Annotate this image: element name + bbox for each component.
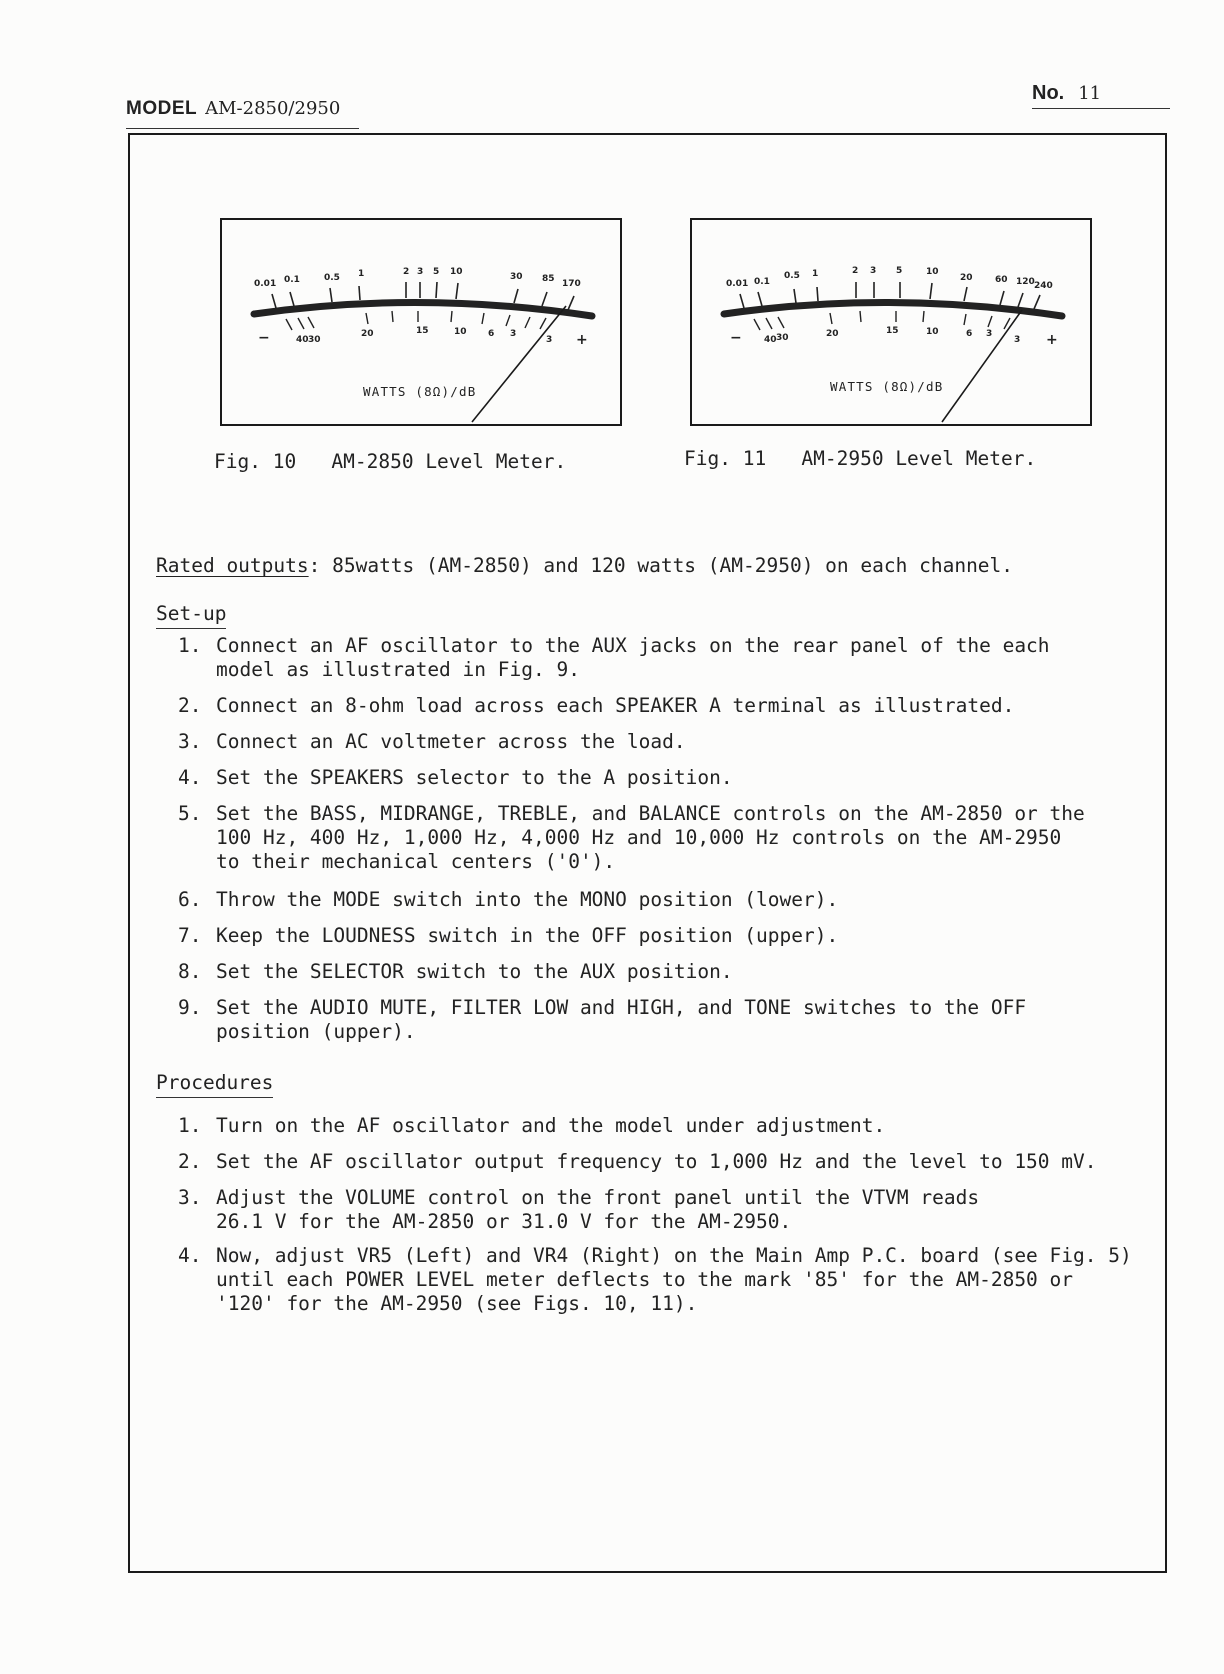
item-text: Adjust the VOLUME control on the front panel until the VTVM reads 26.1 V for the AM-2850 or 31.0 V for the AM-2950. bbox=[216, 1186, 980, 1233]
db-label: 40 bbox=[764, 335, 777, 345]
list-item bbox=[178, 888, 838, 912]
item-number: 5. bbox=[178, 802, 202, 825]
item-number: 3. bbox=[178, 730, 202, 753]
scale-label: 240 bbox=[1034, 281, 1053, 291]
db-label: 20 bbox=[361, 329, 374, 339]
scale-label: 2 bbox=[852, 266, 859, 276]
scale-label: 10 bbox=[450, 267, 463, 277]
list-item bbox=[178, 766, 733, 790]
scale-label: 10 bbox=[926, 267, 939, 277]
scale-label: 20 bbox=[960, 273, 973, 283]
figure-caption-11: Fig. 11 AM-2950 Level Meter. bbox=[684, 447, 1037, 470]
item-text: Set the AF oscillator output frequency to 1,000 Hz and the level to 150 mV. bbox=[216, 1150, 1097, 1173]
plus-symbol: + bbox=[576, 332, 588, 348]
scale-label: 30 bbox=[510, 272, 523, 282]
page-number-label: No. bbox=[1032, 82, 1065, 104]
scale-label: 85 bbox=[542, 274, 555, 284]
scale-label: 0.01 bbox=[254, 279, 277, 289]
db-label: 10 bbox=[454, 327, 467, 337]
scale-label: 5 bbox=[896, 266, 903, 276]
scale-label: 60 bbox=[995, 275, 1008, 285]
setup-heading: Set-up bbox=[156, 602, 226, 629]
db-label: 6 bbox=[966, 329, 973, 339]
model-number: AM-2850/2950 bbox=[205, 98, 341, 119]
scale-label: 170 bbox=[562, 279, 581, 289]
db-label: 10 bbox=[926, 327, 939, 337]
level-meter-am2850 bbox=[220, 218, 622, 426]
rated-outputs bbox=[156, 554, 1013, 577]
scale-label: 0.5 bbox=[324, 273, 340, 283]
scale-label: 0.1 bbox=[284, 275, 300, 285]
item-number: 4. bbox=[178, 1244, 202, 1267]
db-label: 3 bbox=[546, 335, 553, 345]
scale-label: 2 bbox=[403, 267, 410, 277]
scale-label: 1 bbox=[358, 269, 365, 279]
list-item bbox=[178, 694, 1014, 718]
meter-needle bbox=[472, 306, 566, 422]
scale-label: 5 bbox=[433, 267, 440, 277]
model-header bbox=[126, 98, 359, 129]
list-item bbox=[178, 730, 686, 754]
model-label: MODEL bbox=[126, 98, 198, 119]
item-number: 9. bbox=[178, 996, 202, 1019]
item-number: 3. bbox=[178, 1186, 202, 1209]
item-number: 4. bbox=[178, 766, 202, 789]
list-item bbox=[178, 1114, 885, 1138]
db-label: 3 bbox=[510, 329, 517, 339]
scale-label: 0.1 bbox=[754, 277, 770, 287]
item-text: Keep the LOUDNESS switch in the OFF position (upper). bbox=[216, 924, 839, 947]
item-text: Now, adjust VR5 (Left) and VR4 (Right) on the Main Amp P.C. board (see Fig. 5) until each POWER LEVEL meter deflects to the mark '85' for the AM-2850 or '120' for the AM-2950 (see Figs. 10, 11). bbox=[216, 1244, 1132, 1315]
minus-symbol: − bbox=[258, 330, 270, 346]
list-item bbox=[178, 960, 733, 984]
upper-scale-labels bbox=[254, 267, 581, 289]
item-text: Set the SPEAKERS selector to the A position. bbox=[216, 766, 733, 789]
procedures-heading: Procedures bbox=[156, 1071, 273, 1098]
item-number: 2. bbox=[178, 694, 202, 717]
rated-outputs-label: Rated outputs bbox=[156, 554, 309, 577]
meter-unit-label: WATTS (8Ω)/dB bbox=[363, 384, 477, 399]
meter-unit-label: WATTS (8Ω)/dB bbox=[830, 379, 944, 394]
list-item bbox=[178, 634, 1050, 682]
item-text: Connect an AC voltmeter across the load. bbox=[216, 730, 686, 753]
item-number: 1. bbox=[178, 634, 202, 657]
scale-label: 0.01 bbox=[726, 279, 749, 289]
scale-label: 1 bbox=[812, 269, 819, 279]
item-number: 8. bbox=[178, 960, 202, 983]
list-item bbox=[178, 924, 838, 948]
item-number: 6. bbox=[178, 888, 202, 911]
item-text: Connect an 8-ohm load across each SPEAKER A terminal as illustrated. bbox=[216, 694, 1015, 717]
db-label: 30 bbox=[776, 333, 789, 343]
scale-label: 3 bbox=[417, 267, 424, 277]
db-label: 15 bbox=[416, 326, 429, 336]
scale-label: 0.5 bbox=[784, 271, 800, 281]
db-label: 40 bbox=[296, 335, 309, 345]
db-label: 6 bbox=[488, 329, 495, 339]
item-text: Turn on the AF oscillator and the model under adjustment. bbox=[216, 1114, 886, 1137]
meter-dial-am2850 bbox=[220, 218, 622, 426]
item-number: 1. bbox=[178, 1114, 202, 1137]
db-label: 30 bbox=[308, 335, 321, 345]
rated-outputs-text: : 85watts (AM-2850) and 120 watts (AM-2950) on each channel. bbox=[308, 554, 1014, 577]
item-text: Throw the MODE switch into the MONO position (lower). bbox=[216, 888, 839, 911]
list-item bbox=[178, 1150, 1097, 1174]
list-item bbox=[178, 996, 1026, 1044]
item-text: Set the AUDIO MUTE, FILTER LOW and HIGH, and TONE switches to the OFF position (upper). bbox=[216, 996, 1027, 1043]
meter-window bbox=[691, 219, 1091, 425]
lower-scale-labels bbox=[296, 326, 552, 345]
list-item bbox=[178, 1186, 979, 1234]
lower-ticks bbox=[754, 311, 1010, 330]
page-number: 11 bbox=[1078, 83, 1102, 104]
plus-symbol: + bbox=[1046, 332, 1058, 348]
db-label: 20 bbox=[826, 329, 839, 339]
db-label: 3 bbox=[986, 329, 993, 339]
level-meter-am2950 bbox=[690, 218, 1092, 426]
scale-label: 120 bbox=[1016, 277, 1035, 287]
minus-symbol: − bbox=[730, 330, 742, 346]
meter-needle bbox=[942, 310, 1022, 422]
item-number: 7. bbox=[178, 924, 202, 947]
meter-scale-arc bbox=[724, 302, 1062, 316]
item-text: Set the BASS, MIDRANGE, TREBLE, and BALANCE controls on the AM-2850 or the 100 Hz, 400 Hz, 1,000 Hz, 4,000 Hz and 10,000 Hz controls on the AM-2950 to their mechanical centers ('0'). bbox=[216, 802, 1085, 873]
db-label: 3 bbox=[1014, 335, 1021, 345]
figure-caption-10: Fig. 10 AM-2850 Level Meter. bbox=[214, 450, 567, 473]
item-number: 2. bbox=[178, 1150, 202, 1173]
upper-scale-labels bbox=[726, 266, 1053, 291]
meter-scale-arc bbox=[254, 302, 592, 316]
item-text: Set the SELECTOR switch to the AUX position. bbox=[216, 960, 733, 983]
list-item bbox=[178, 1244, 1132, 1316]
scale-label: 3 bbox=[870, 266, 877, 276]
list-item bbox=[178, 802, 1085, 874]
lower-scale-labels bbox=[764, 326, 1020, 345]
page-number-header bbox=[1032, 82, 1170, 109]
db-label: 15 bbox=[886, 326, 899, 336]
meter-dial-am2950 bbox=[690, 218, 1092, 426]
item-text: Connect an AF oscillator to the AUX jacks on the rear panel of the each model as illustrated in Fig. 9. bbox=[216, 634, 1050, 681]
